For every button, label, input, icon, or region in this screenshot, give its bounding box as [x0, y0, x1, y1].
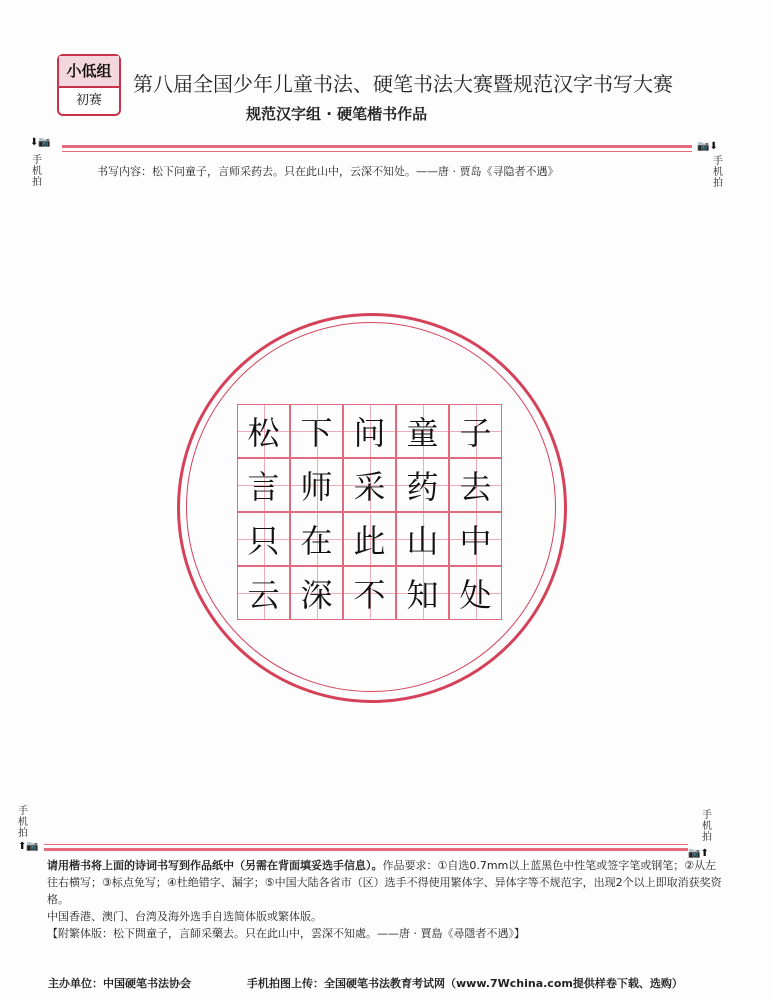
writing-content-line: 书写内容：松下问童子，言师采药去。只在此山中，云深不知处。——唐 · 贾岛《寻隐者不遇》 [97, 165, 559, 178]
grid-cell: 知 [396, 566, 449, 620]
grid-cell: 此 [343, 512, 396, 566]
grid-cell: 子 [449, 404, 502, 458]
category-subtitle: 规范汉字组 · 硬笔楷书作品 [246, 105, 428, 123]
bottom-right-phone-label: 手 机 拍 [702, 810, 712, 843]
grid-cell: 言 [237, 458, 290, 512]
top-left-phone-label: 手 机 拍 [32, 155, 42, 188]
grid-cell: 童 [396, 404, 449, 458]
grid-cell: 在 [290, 512, 343, 566]
grid-cell: 去 [449, 458, 502, 512]
bottom-divider [44, 848, 688, 851]
group-badge [57, 54, 121, 116]
grid-cell: 问 [343, 404, 396, 458]
badge-round-label: 初赛 [75, 93, 102, 108]
top-divider [62, 145, 692, 148]
arrow-up-icon: ⬆ [18, 841, 27, 852]
arrow-down-icon: ⬇ [709, 141, 718, 152]
bottom-divider-thin [44, 844, 688, 845]
upload-info: 手机拍图上传：全国硬笔书法教育考试网（www.7Wchina.com提供样卷下载、选购） [247, 977, 683, 990]
requirements-lead: 请用楷书将上面的诗词书写到作品纸中（另需在背面填妥选手信息）。 [47, 859, 383, 872]
organizer-label: 主办单位：中国硬笔书法协会 [48, 977, 191, 990]
grid-cell: 处 [449, 566, 502, 620]
grid-cell: 松 [237, 404, 290, 458]
arrow-down-icon: ⬇ [30, 137, 39, 148]
top-left-photo-marker [30, 137, 51, 148]
grid-cell: 下 [290, 404, 343, 458]
grid-cell: 云 [237, 566, 290, 620]
grid-cell: 中 [449, 512, 502, 566]
requirements-region: 中国香港、澳门、台湾及海外选手自选简体版或繁体版。 [47, 910, 322, 923]
requirements-rules: 作品要求：①自选0.7mm以上蓝黑色中性笔或签字笔或钢笔；②从左往右横写；③标点免写；④杜绝错字、漏字；⑤中国大陆各省市（区）选手不得使用繁体字、异体字等不规范字，出现2个以上即取消获奖资格。 [47, 859, 722, 906]
camera-icon: 📷 [26, 841, 39, 852]
camera-icon: 📷 [697, 141, 710, 152]
top-right-phone-label: 手 机 拍 [713, 156, 723, 189]
top-right-photo-marker [697, 141, 718, 152]
grid-cell: 采 [343, 458, 396, 512]
camera-icon: 📷 [38, 137, 51, 148]
grid-cell: 不 [343, 566, 396, 620]
top-divider-thin [62, 151, 692, 152]
grid-cell: 师 [290, 458, 343, 512]
grid-cell: 深 [290, 566, 343, 620]
bottom-left-photo-marker [18, 841, 39, 852]
arrow-up-icon: ⬆ [700, 848, 709, 859]
grid-cell: 只 [237, 512, 290, 566]
badge-group-label: 小低组 [59, 56, 119, 88]
bottom-left-phone-label: 手 机 拍 [18, 806, 28, 839]
grid-cell: 药 [396, 458, 449, 512]
character-grid [237, 404, 502, 620]
requirements-block [47, 857, 727, 942]
grid-cell: 山 [396, 512, 449, 566]
competition-title: 第八届全国少年儿童书法、硬笔书法大赛暨规范汉字书写大赛 [133, 72, 673, 96]
traditional-version: 【附繁体版：松下問童子，言師采藥去。只在此山中，雲深不知處。——唐 · 賈島《尋隱者不遇》】 [47, 927, 525, 940]
camera-icon: 📷 [688, 848, 701, 859]
